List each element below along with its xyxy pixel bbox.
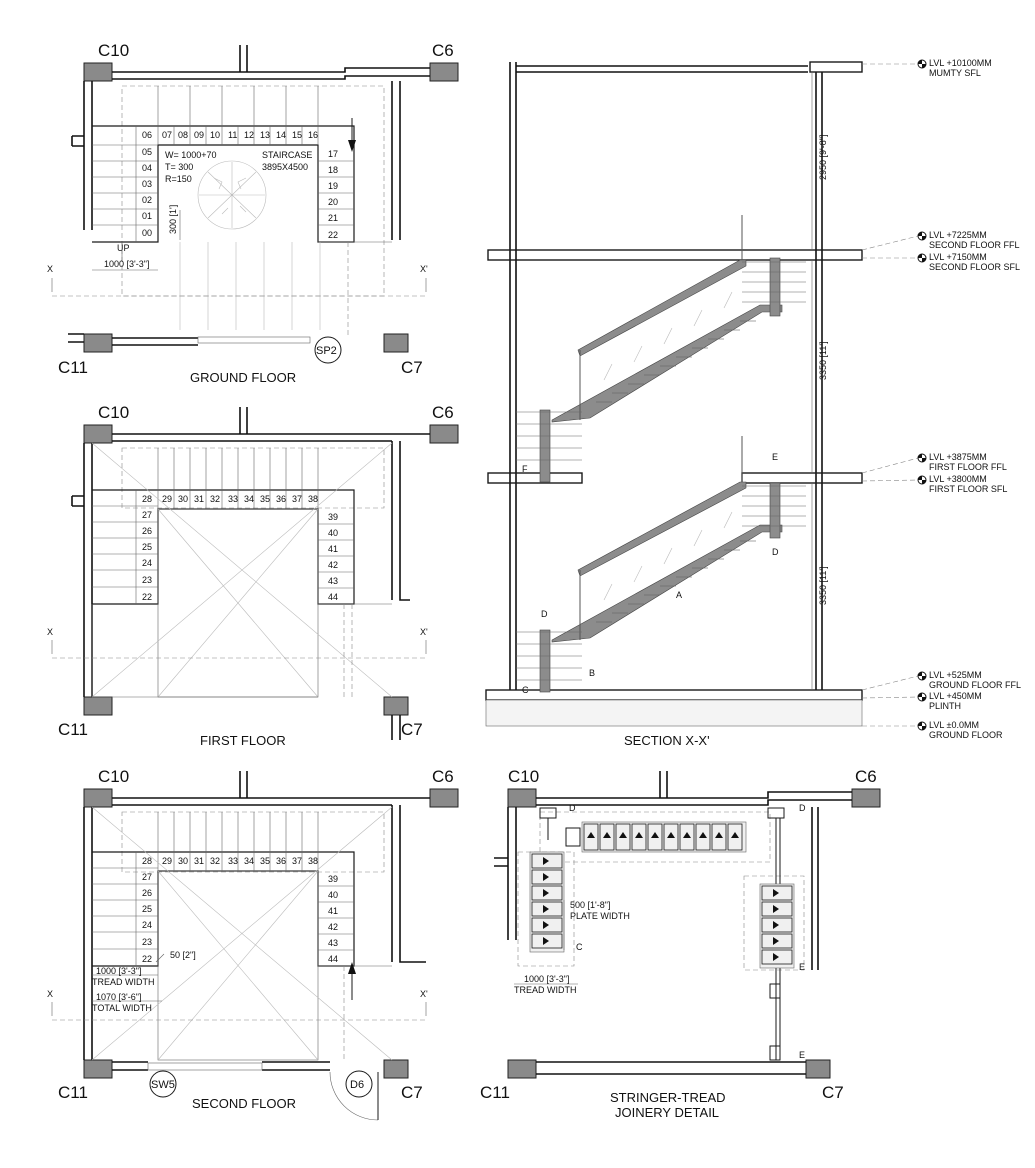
column-label-c7: C7 xyxy=(401,1083,423,1102)
level-value: LVL +3800MM xyxy=(929,474,987,484)
ground-floor-title: GROUND FLOOR xyxy=(190,370,297,385)
step-number: 44 xyxy=(328,954,339,964)
step-number: 39 xyxy=(328,512,339,522)
column-label-c7: C7 xyxy=(401,358,423,377)
level-name: FIRST FLOOR FFL xyxy=(929,462,1007,472)
section-mark-x-prime: X' xyxy=(420,627,428,637)
level-name: SECOND FLOOR SFL xyxy=(929,262,1021,272)
column-c10 xyxy=(508,789,536,807)
total-label: TOTAL WIDTH xyxy=(92,1003,152,1013)
level-value: LVL +525MM xyxy=(929,670,982,680)
step-number: 32 xyxy=(210,494,221,504)
step-number: 36 xyxy=(276,494,287,504)
level-name: GROUND FLOOR FFL xyxy=(929,680,1022,690)
step-number: 43 xyxy=(328,938,339,948)
window-tag: SW5 xyxy=(151,1079,175,1091)
lower-flight xyxy=(516,436,806,692)
column-label-c11: C11 xyxy=(58,720,88,739)
step-number: 04 xyxy=(142,163,153,173)
level-labels xyxy=(929,58,1021,740)
callout-c: C xyxy=(522,685,529,695)
step-number: 12 xyxy=(244,130,255,140)
section-mark-x: X xyxy=(47,264,54,274)
first-right-step-numbers xyxy=(328,512,338,602)
step-number: 40 xyxy=(328,528,339,538)
joinery-title-line-2: JOINERY DETAIL xyxy=(615,1105,720,1120)
step-number: 28 xyxy=(142,856,153,866)
callout-d: D xyxy=(569,803,576,813)
step-number: 02 xyxy=(142,195,153,205)
first-floor-plan xyxy=(47,403,458,748)
step-number: 06 xyxy=(142,130,153,140)
step-number: 24 xyxy=(142,920,153,930)
column-c7 xyxy=(384,1060,408,1078)
step-number: 25 xyxy=(142,904,153,914)
step-number: 05 xyxy=(142,147,153,157)
callout-d: D xyxy=(541,609,548,619)
second-floor-plan xyxy=(47,767,458,1120)
step-number: 28 xyxy=(142,494,153,504)
step-number: 30 xyxy=(178,856,189,866)
column-c10 xyxy=(84,425,112,443)
column-c7 xyxy=(384,334,408,352)
section-mark-x-prime: X' xyxy=(420,989,428,999)
plate-label: PLATE WIDTH xyxy=(570,911,630,921)
gap-dimension: 50 [2"] xyxy=(170,950,196,960)
step-number: 42 xyxy=(328,560,339,570)
width-dimension: 1000 [3'-3"] xyxy=(104,259,150,269)
ground-right-step-numbers xyxy=(328,149,338,240)
step-number: 31 xyxy=(194,856,205,866)
dimension-second: 3350 [11'] xyxy=(818,341,828,380)
first-floor-title: FIRST FLOOR xyxy=(200,733,286,748)
step-number: 18 xyxy=(328,165,339,175)
step-number: 14 xyxy=(276,130,287,140)
step-number: 25 xyxy=(142,542,153,552)
gap-dimension-tick xyxy=(156,954,164,962)
joinery-title-line-1: STRINGER-TREAD xyxy=(610,1090,726,1105)
column-label-c11: C11 xyxy=(58,358,88,377)
callout-c: C xyxy=(576,942,583,952)
plate-dimension: 500 [1'-8"] xyxy=(570,900,611,910)
step-number: 16 xyxy=(308,130,319,140)
step-number: 39 xyxy=(328,874,339,884)
step-number: 29 xyxy=(162,856,173,866)
step-number: 22 xyxy=(142,592,153,602)
callout-e: E xyxy=(799,1050,806,1060)
direction-arrow-head xyxy=(348,962,356,974)
step-number: 26 xyxy=(142,526,153,536)
step-number: 32 xyxy=(210,856,221,866)
tread-label: TREAD WIDTH xyxy=(92,977,155,987)
callout-b: B xyxy=(589,668,596,678)
column-label-c11: C11 xyxy=(480,1083,510,1102)
joinery-detail xyxy=(480,767,880,1120)
staircase-label: STAIRCASE xyxy=(262,150,313,160)
column-c7 xyxy=(384,697,408,715)
step-number: 44 xyxy=(328,592,339,602)
column-label-c11: C11 xyxy=(58,1083,88,1102)
second-top-step-numbers xyxy=(142,856,318,866)
step-number: 22 xyxy=(142,954,153,964)
step-number: 40 xyxy=(328,890,339,900)
step-number: 38 xyxy=(308,494,319,504)
step-number: 37 xyxy=(292,856,303,866)
section-mark-x: X xyxy=(47,627,54,637)
dimension-mumty: 2950 [9'-8"] xyxy=(818,134,828,180)
step-number: 34 xyxy=(244,494,255,504)
tread-label: TREAD WIDTH xyxy=(514,985,577,995)
column-label-c10: C10 xyxy=(98,403,130,422)
spec-width: W= 1000+70 xyxy=(165,150,217,160)
column-c11 xyxy=(84,334,112,352)
level-name: PLINTH xyxy=(929,701,962,711)
column-c11 xyxy=(84,1060,112,1078)
ground-left-step-numbers xyxy=(142,147,152,238)
step-number: 10 xyxy=(210,130,221,140)
spec-riser: R=150 xyxy=(165,174,192,184)
section-x-x xyxy=(486,58,1021,748)
column-label-c6: C6 xyxy=(855,767,877,786)
step-number: 41 xyxy=(328,906,339,916)
level-value: LVL +10100MM xyxy=(929,58,992,68)
second-left-step-numbers xyxy=(142,872,152,964)
callout-d: D xyxy=(799,803,806,813)
step-number: 15 xyxy=(292,130,303,140)
level-value: LVL ±0.0MM xyxy=(929,720,979,730)
column-c6 xyxy=(430,63,458,81)
step-number: 33 xyxy=(228,494,239,504)
column-label-c6: C6 xyxy=(432,403,454,422)
step-number: 37 xyxy=(292,494,303,504)
step-number: 20 xyxy=(328,197,339,207)
column-c7 xyxy=(806,1060,830,1078)
section-mark-x: X xyxy=(47,989,54,999)
column-label-c6: C6 xyxy=(432,767,454,786)
step-number: 38 xyxy=(308,856,319,866)
step-number: 23 xyxy=(142,575,153,585)
step-number: 41 xyxy=(328,544,339,554)
total-dimension: 1070 [3'-6"] xyxy=(96,992,142,1002)
step-number: 42 xyxy=(328,922,339,932)
step-number: 35 xyxy=(260,494,271,504)
column-c10 xyxy=(84,789,112,807)
section-walls xyxy=(486,62,862,726)
step-number: 22 xyxy=(328,230,339,240)
callout-a: A xyxy=(676,590,683,600)
column-c11 xyxy=(508,1060,536,1078)
column-label-c7: C7 xyxy=(822,1083,844,1102)
step-number: 08 xyxy=(178,130,189,140)
step-number: 07 xyxy=(162,130,173,140)
level-value: LVL +450MM xyxy=(929,691,982,701)
dimension-first: 3350 [11'] xyxy=(818,566,828,605)
first-top-step-numbers xyxy=(142,494,318,504)
level-name: GROUND FLOOR xyxy=(929,730,1003,740)
column-label-c10: C10 xyxy=(98,41,130,60)
step-number: 33 xyxy=(228,856,239,866)
section-title: SECTION X-X' xyxy=(624,733,710,748)
column-c6 xyxy=(430,789,458,807)
staircase-outline xyxy=(92,126,354,242)
step-number: 43 xyxy=(328,576,339,586)
column-c10 xyxy=(84,63,112,81)
staircase-size: 3895X4500 xyxy=(262,162,309,172)
step-number: 30 xyxy=(178,494,189,504)
callout-e: E xyxy=(772,452,779,462)
step-number: 29 xyxy=(162,494,173,504)
level-name: FIRST FLOOR SFL xyxy=(929,484,1008,494)
walls xyxy=(72,407,430,740)
riser-dimension: 300 [1'] xyxy=(168,204,178,234)
tread-dimension: 1000 [3'-3"] xyxy=(96,966,142,976)
level-name: MUMTY SFL xyxy=(929,68,981,78)
step-number: 13 xyxy=(260,130,271,140)
column-c11 xyxy=(84,697,112,715)
column-label-c6: C6 xyxy=(432,41,454,60)
callout-e: E xyxy=(799,962,806,972)
step-number: 03 xyxy=(142,179,153,189)
second-right-step-numbers xyxy=(328,874,338,964)
column-label-c7: C7 xyxy=(401,720,423,739)
tree-symbol xyxy=(198,161,266,229)
ground-top-step-numbers xyxy=(142,130,318,140)
up-label: UP xyxy=(117,243,130,253)
window-opening xyxy=(148,1063,262,1070)
column-label-c10: C10 xyxy=(98,767,130,786)
faint-treads-below xyxy=(180,242,320,330)
step-number: 31 xyxy=(194,494,205,504)
tread-dimension: 1000 [3'-3"] xyxy=(524,974,570,984)
step-number: 27 xyxy=(142,872,153,882)
step-number: 09 xyxy=(194,130,205,140)
upper-floor-outline xyxy=(122,86,384,296)
step-number: 23 xyxy=(142,937,153,947)
door-opening xyxy=(198,337,310,343)
step-number: 27 xyxy=(142,510,153,520)
level-value: LVL +7150MM xyxy=(929,252,987,262)
level-name: SECOND FLOOR FFL xyxy=(929,240,1020,250)
step-number: 17 xyxy=(328,149,339,159)
first-left-step-numbers xyxy=(142,510,152,602)
step-number: 19 xyxy=(328,181,339,191)
left-plates xyxy=(530,852,564,952)
section-mark-x-prime: X' xyxy=(420,264,428,274)
column-c6 xyxy=(852,789,880,807)
level-value: LVL +7225MM xyxy=(929,230,987,240)
direction-arrow-head xyxy=(348,140,356,152)
level-value: LVL +3875MM xyxy=(929,452,987,462)
step-number: 24 xyxy=(142,558,153,568)
right-plates xyxy=(760,884,794,1060)
upper-flight xyxy=(516,215,806,482)
column-c6 xyxy=(430,425,458,443)
vertical-dimensions xyxy=(812,72,828,690)
step-number: 01 xyxy=(142,211,153,221)
spec-tread: T= 300 xyxy=(165,162,194,172)
callout-d-upper: D xyxy=(772,547,779,557)
ground-floor-plan xyxy=(47,41,458,385)
door-tag: SP2 xyxy=(316,345,337,357)
step-number: 26 xyxy=(142,888,153,898)
second-floor-title: SECOND FLOOR xyxy=(192,1096,297,1111)
level-leaders xyxy=(862,64,918,726)
top-plates xyxy=(540,808,784,1060)
step-number: 11 xyxy=(228,130,238,140)
callout-f: F xyxy=(522,464,528,474)
door-tag: D6 xyxy=(350,1079,365,1091)
step-number: 34 xyxy=(244,856,255,866)
step-number: 00 xyxy=(142,228,153,238)
step-number: 36 xyxy=(276,856,287,866)
column-label-c10: C10 xyxy=(508,767,540,786)
step-number: 35 xyxy=(260,856,271,866)
level-markers xyxy=(918,60,926,730)
step-number: 21 xyxy=(328,213,339,223)
